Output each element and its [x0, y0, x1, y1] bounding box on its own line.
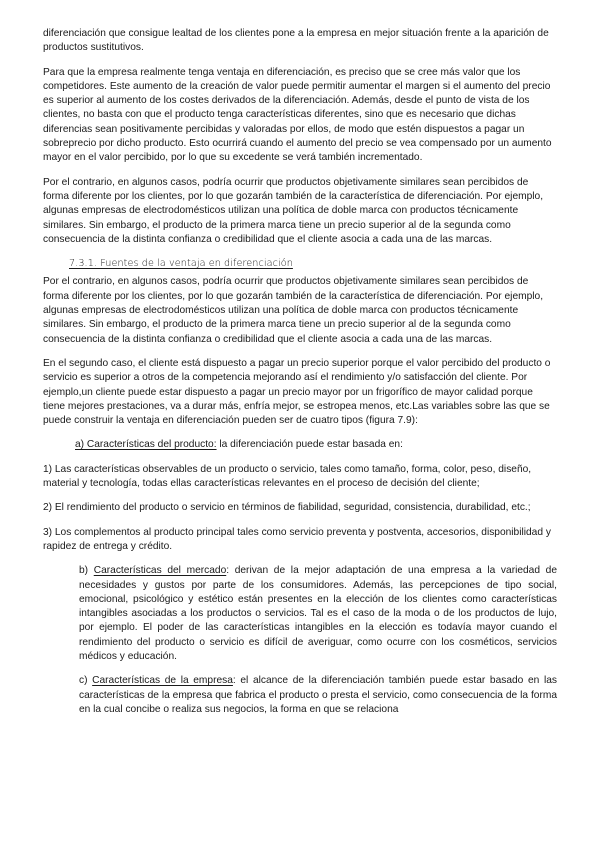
item-a-text: la diferenciación puede estar basada en:: [216, 439, 403, 451]
item-c: [43, 674, 557, 717]
paragraph-second-case: En el segundo caso, el cliente está dispuesto a pagar un precio superior porque el valor percibido del producto o servicio es superior a otros de la competencia mejorando así el rendimiento y/o satisfacción del cliente. Por ejemplo,un cliente puede estar dispuesto a pagar un precio mayor por un frigorífico de mayor calidad porque tiene mejores prestaciones, va a durar más, enfría mejor, se estropea menos, etc.Las variables sobre las que se puede construir la ventaja en diferenciación pueden ser de cuatro tipos (figura 7.9):: [43, 357, 551, 427]
item-c-text: : el alcance de la diferenciación también puede estar basado en las características de la empresa que fabrica el producto o presta el servicio, como consecuencia de la forma en la cual concibe o realiza sus negocios, la forma en que se relaciona: [79, 675, 557, 715]
item-b-label: Características del mercado: [93, 565, 227, 577]
item-b: [43, 564, 557, 664]
item-b-text: : derivan de la mejor adaptación de una empresa a la variedad de necesidades y gustos por parte de los consumidores. Además, las percepciones de tipo social, emocional, psicológico y estético están presentes en la elección de los clientes como características intangibles asociadas a los productos o servicios. Tal es el caso de la moda o de los productos de lujo, por ejemplo. El poder de las características intangibles en la elección es todavía mayor cuando el rendimiento del producto o servicio es difícil de averiguar, como ocurre con los cosméticos, servicios médicos y educación.: [79, 565, 558, 662]
paragraph-perceived-difference-repeat: Por el contrario, en algunos casos, podría ocurrir que productos objetivamente similares sean percibidos de forma diferente por los clientes, por lo que gozarán también de la característica de diferenciación. Por ejemplo, algunas empresas de electrodomésticos utilizan una política de doble marca con productos técnicamente similares. Sin embargo, el producto de la primera marca tiene un precio superior al de la segunda como consecuencia de la distinta confianza o credibilidad que el cliente asocia a cada una de las marcas.: [43, 276, 544, 345]
paragraph-perceived-difference: Por el contrario, en algunos casos, podría ocurrir que productos objetivamente similares sean percibidos de forma diferente por los clientes, por lo que gozarán también de la característica de diferenciación. Por ejemplo, algunas empresas de electrodomésticos utilizan una política de doble marca con productos técnicamente similares. Sin embargo, el producto de la primera marca tiene un precio superior al de la segunda como consecuencia de la distinta confianza o credibilidad que el cliente asocia a cada una de las marcas.: [43, 176, 544, 245]
item-a: [43, 438, 557, 452]
item-a-label: a) Características del producto:: [75, 439, 217, 451]
paragraph-intro-continuation: diferenciación que consigue lealtad de los clientes pone a la empresa en mejor situación frente a la aparición de productos sustitutivos.: [43, 28, 549, 54]
item-b-prefix: b): [79, 565, 94, 577]
section-heading-text: 7.3.1. Fuentes de la ventaja en diferenciación: [69, 258, 293, 270]
list-item-1: 1) Las características observables de un producto o servicio, tales como tamaño, forma, color, peso, diseño, material y tecnología, todas ellas características relevantes en el proceso de decisión del cliente;: [43, 463, 532, 490]
paragraph-value-creation: Para que la empresa realmente tenga ventaja en diferenciación, es preciso que se cree más valor que los competidores. Este aumento de la creación de valor puede permitir aumentar el margen si el aumento del precio es superior al aumento de los costes derivados de la diferenciación. Además, desde el punto de vista de los clientes, no basta con que el producto tenga características diferentes, sino que es necesario que dichas diferencias sean positivamente percibidas y valoradas por ellos, de modo que estén dispuestos a pagar un sobreprecio por dicho producto. Esto ocurrirá cuando el aumento del precio se vea compensado por un aumento mayor en el valor percibido, por lo que su excedente se verá también incrementado.: [43, 66, 552, 164]
item-c-label: Características de la empresa: [92, 675, 233, 687]
list-item-2: 2) El rendimiento del producto o servicio en términos de fiabilidad, seguridad, consistencia, durabilidad, etc.;: [43, 502, 531, 514]
list-item-3: 3) Los complementos al producto principal tales como servicio preventa y postventa, accesorios, disponibilidad y rapidez de entrega y crédito.: [43, 526, 551, 552]
section-heading: [43, 257, 557, 271]
item-c-prefix: c): [79, 675, 93, 687]
